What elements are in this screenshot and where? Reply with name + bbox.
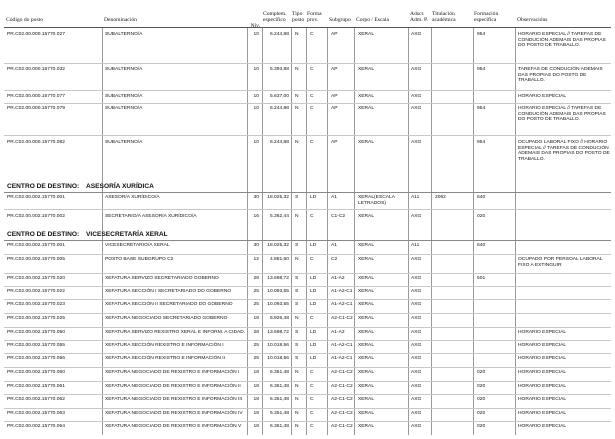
cell-formacion: 954 [477, 67, 486, 72]
cell-complemento: 13.698,72 [267, 276, 289, 281]
cell-subgrupo: A1-A2-C1 [331, 302, 353, 307]
cell-nivel: 10 [253, 106, 259, 111]
cell-subgrupo: A2-C1-C2 [331, 424, 353, 429]
cell-complemento: 5.362,44 [269, 214, 289, 219]
cell-forma: C [310, 397, 314, 402]
cell-adscricion: AXG [411, 140, 422, 145]
cell-corpo: XERAL [358, 243, 375, 248]
cell-subgrupo: AP [331, 106, 338, 111]
cell-forma: C [310, 214, 314, 219]
cell-corpo: XERAL [358, 384, 375, 389]
cell-denominacion: XEFATURA NEGOCIADO DE REXISTRO E INFORMACIÓN V [105, 424, 242, 429]
section-name: ASESORÍA XURÍDICA [86, 183, 154, 190]
cell-subgrupo: A2-C1-C2 [331, 316, 353, 321]
cell-forma: LD [310, 276, 317, 281]
cell-tipo: N [295, 106, 299, 111]
cell-forma: LD [310, 330, 317, 335]
cell-subgrupo: A1 [331, 195, 337, 200]
cell-corpo: XERAL(ESCALA LETRADOS) [358, 195, 395, 206]
header-nivel: Nív. [250, 23, 260, 29]
cell-tipo: S [295, 243, 299, 248]
cell-adscricion: AXG [411, 370, 422, 375]
row-rule [4, 286, 611, 287]
header-forma: Forma prov. [307, 11, 322, 24]
cell-subgrupo: C2 [331, 257, 338, 262]
cell-codigo: PR.C02.00.002.15770.025 [7, 316, 65, 321]
cell-adscricion: AXG [411, 411, 422, 416]
cell-corpo: XERAL [358, 356, 375, 361]
cell-forma: C [310, 384, 314, 389]
cell-forma: LD [310, 302, 317, 307]
row-rule [4, 90, 611, 91]
row-rule [4, 327, 611, 328]
cell-codigo: PR.C02.00.002.15770.055 [7, 343, 65, 348]
cell-forma: C [310, 411, 314, 416]
section-rule [4, 240, 611, 241]
row-rule [4, 421, 611, 422]
header-subgrupo: Subgrupo [329, 17, 351, 23]
cell-codigo: PR.C02.00.002.15770.001 [7, 195, 65, 200]
cell-tipo: N [295, 257, 299, 262]
cell-forma: C [310, 67, 314, 72]
section-rule [4, 192, 611, 193]
cell-forma: LD [310, 343, 317, 348]
cell-codigo: PR.C02.00.002.15770.060 [7, 370, 65, 375]
cell-corpo: XERAL [358, 302, 375, 307]
cell-observacions: HORARIO ESPECIAL // TAREFAS DE CONDUCIÓN ADEMAIS DAS PROPIAS DO POSTO DE TRABALLO. [518, 32, 606, 49]
cell-forma: C [310, 257, 314, 262]
cell-formacion: 640 [477, 243, 486, 248]
cell-adscricion: AXG [411, 67, 422, 72]
cell-formacion: 954 [477, 140, 486, 145]
cell-corpo: XERAL [358, 289, 375, 294]
cell-tipo: S [295, 330, 299, 335]
cell-adscricion: A11 [411, 195, 420, 200]
cell-nivel: 18 [253, 397, 259, 402]
cell-nivel: 12 [253, 257, 259, 262]
cell-subgrupo: A2-C1-C2 [331, 397, 353, 402]
cell-formacion: 020 [477, 370, 486, 375]
cell-observacions: HORARIO ESPECIAL [518, 356, 567, 361]
cell-tipo: N [295, 411, 299, 416]
cell-nivel: 25 [253, 343, 259, 348]
cell-observacions: OCUPADO LABORAL FIXO // HORARIO ESPECIAL // TAREFAS DE CONDUCIÓN ADEMAIS DAS PROPIAS DO POSTO DE TRABALLO. [518, 140, 610, 162]
cell-subgrupo: A2-C1-C2 [331, 411, 353, 416]
cell-tipo: N [295, 316, 299, 321]
cell-forma: LD [310, 195, 317, 200]
cell-adscricion: AXG [411, 106, 422, 111]
cell-nivel: 28 [253, 330, 259, 335]
cell-tipo: S [295, 276, 299, 281]
cell-denominacion: XEFATURA NEGOCIADO DE REXISTRO E INFORMACIÓN II [105, 384, 241, 389]
cell-subgrupo: AP [331, 140, 338, 145]
cell-complemento: 13.698,72 [267, 330, 289, 335]
cell-complemento: 5.926,48 [269, 316, 289, 321]
cell-adscricion: AXG [411, 316, 422, 321]
cell-codigo: PR.C02.00.000.15770.032 [7, 67, 65, 72]
cell-adscricion: A11 [411, 243, 420, 248]
cell-tipo: N [295, 397, 299, 402]
cell-corpo: XERAL [358, 94, 375, 99]
cell-nivel: 18 [253, 316, 259, 321]
cell-complemento: 6.351,48 [269, 397, 289, 402]
header-rule [4, 27, 611, 28]
cell-denominacion: XEFATURA SECCIÓN REXISTRO E INFORMACIÓN I [105, 343, 224, 348]
row-rule [4, 63, 611, 64]
cell-subgrupo: A1 [331, 243, 337, 248]
cell-tipo: N [295, 384, 299, 389]
cell-corpo: XERAL [358, 67, 375, 72]
cell-tipo: S [295, 343, 299, 348]
section-name: VICESECRETARÍA XERAL [86, 231, 168, 238]
row-rule [4, 254, 611, 255]
cell-codigo: PR.C02.00.000.15770.079 [7, 106, 65, 111]
cell-codigo: PR.C02.00.002.15770.064 [7, 424, 65, 429]
cell-adscricion: AXG [411, 330, 422, 335]
row-rule [4, 299, 611, 300]
cell-corpo: XERAL [358, 316, 375, 321]
cell-adscricion: AXG [411, 289, 422, 294]
header-observacions: Observacións [517, 17, 548, 23]
cell-corpo: XERAL [358, 214, 375, 219]
cell-corpo: XERAL [358, 397, 375, 402]
cell-corpo: XERAL [358, 276, 375, 281]
cell-observacions: HORARIO ESPECIAL [518, 397, 567, 402]
cell-complemento: 6.244,88 [269, 140, 289, 145]
cell-codigo: PR.C02.00.002.15770.061 [7, 384, 65, 389]
cell-tipo: N [295, 32, 299, 37]
cell-adscricion: AXG [411, 356, 422, 361]
cell-subgrupo: C1-C2 [331, 214, 346, 219]
cell-subgrupo: A1-A2-C1 [331, 343, 353, 348]
cell-complemento: 6.244,88 [269, 32, 289, 37]
cell-titulacion: 2062 [435, 195, 446, 200]
cell-codigo: PR.C02.00.002.15770.020 [7, 276, 65, 281]
cell-complemento: 6.351,48 [269, 370, 289, 375]
cell-observacions: TAREFAS DE CONDUCIÓN ADEMAIS DAS PROPIAS DO POSTO DE TRABALLO. [518, 67, 603, 84]
cell-denominacion: SUBALTERNO/A [105, 140, 143, 145]
row-rule [4, 209, 611, 210]
header-codigo: Código do posto [6, 17, 43, 23]
cell-complemento: 10.018,56 [267, 356, 289, 361]
cell-tipo: N [295, 94, 299, 99]
cell-denominacion: ASESOR/A XURÍDICO/A [105, 195, 160, 200]
section-label: CENTRO DE DESTINO: [7, 183, 80, 190]
cell-observacions: HORARIO ESPECIAL [518, 94, 567, 99]
cell-tipo: S [295, 289, 299, 294]
cell-adscricion: AXG [411, 384, 422, 389]
cell-observacions: HORARIO ESPECIAL [518, 384, 567, 389]
cell-corpo: XERAL [358, 140, 375, 145]
row-rule [4, 394, 611, 395]
cell-denominacion: SUBALTERNO/A [105, 94, 143, 99]
cell-denominacion: XEFATURA NEGOCIADO DE REXISTRO E INFORMACIÓN III [105, 397, 243, 402]
cell-formacion: 020 [477, 384, 486, 389]
cell-observacions: HORARIO ESPECIAL [518, 370, 567, 375]
cell-nivel: 10 [253, 94, 259, 99]
cell-observacions: HORARIO ESPECIAL [518, 424, 567, 429]
cell-denominacion: VICESECRETARIO/A XERAL [105, 243, 170, 248]
cell-complemento: 5.393,88 [269, 67, 289, 72]
row-rule [4, 135, 611, 136]
cell-nivel: 10 [253, 67, 259, 72]
header-adscricion: Adscr. Adm. P. [410, 11, 428, 24]
cell-denominacion: SUBALTERNO/A [105, 32, 143, 37]
cell-tipo: N [295, 67, 299, 72]
cell-adscricion: AXG [411, 94, 422, 99]
row-rule [4, 367, 611, 368]
cell-subgrupo: A2-C1-C2 [331, 384, 353, 389]
cell-forma: C [310, 424, 314, 429]
cell-codigo: PR.C02.00.000.15770.082 [7, 140, 65, 145]
cell-adscricion: AXG [411, 302, 422, 307]
cell-nivel: 18 [253, 424, 259, 429]
cell-codigo: PR.C02.00.002.15770.062 [7, 397, 65, 402]
cell-observacions: HORARIO ESPECIAL [518, 411, 567, 416]
cell-corpo: XERAL [358, 257, 375, 262]
cell-complemento: 6.244,88 [269, 106, 289, 111]
cell-subgrupo: A1-A2 [331, 330, 345, 335]
cell-adscricion: AXG [411, 424, 422, 429]
cell-nivel: 18 [253, 384, 259, 389]
cell-nivel: 18 [253, 411, 259, 416]
cell-codigo: PR.C02.00.002.15770.001 [7, 243, 65, 248]
cell-observacions: HORARIO ESPECIAL [518, 330, 567, 335]
cell-nivel: 16 [253, 214, 259, 219]
section-label: CENTRO DE DESTINO: [7, 231, 80, 238]
cell-subgrupo: A1-A2 [331, 276, 345, 281]
cell-nivel: 30 [253, 243, 259, 248]
cell-denominacion: XEFATURA NEGOCIADO DE REXISTRO E INFORMACIÓN IV [105, 411, 243, 416]
header-tipo: Tipo posto [292, 11, 305, 24]
cell-formacion: 020 [477, 397, 486, 402]
cell-observacions: HORARIO ESPECIAL // TAREFAS DE CONDUCIÓN ADEMAIS DAS PROPIAS DO POSTO DE TRABALLO. [518, 106, 606, 123]
cell-denominacion: XEFATURA SECCIÓN REXISTRO E INFORMACIÓN II [105, 356, 226, 361]
cell-denominacion: XEFATURA SERVIZO REXISTRO XERAL E INFORM. A CIDAD. [105, 330, 246, 335]
cell-denominacion: POSTO BASE SUBGRUPO C2 [105, 257, 174, 262]
cell-complemento: 10.093,55 [267, 302, 289, 307]
cell-denominacion: XEFATURA NEGOCIADO SECRETARIADO GOBERNO [105, 316, 228, 321]
row-rule [4, 381, 611, 382]
cell-forma: C [310, 106, 314, 111]
cell-forma: LD [310, 289, 317, 294]
cell-adscricion: AXG [411, 276, 422, 281]
cell-corpo: XERAL [358, 370, 375, 375]
cell-complemento: 6.351,48 [269, 424, 289, 429]
cell-nivel: 25 [253, 289, 259, 294]
cell-nivel: 28 [253, 276, 259, 281]
cell-formacion: 954 [477, 106, 486, 111]
cell-complemento: 6.351,48 [269, 384, 289, 389]
cell-formacion: 020 [477, 411, 486, 416]
cell-denominacion: SUBALTERNO/A [105, 67, 143, 72]
cell-nivel: 18 [253, 370, 259, 375]
header-formacion: Formación específica [474, 11, 499, 24]
cell-corpo: XERAL [358, 330, 375, 335]
row-rule [4, 353, 611, 354]
cell-adscricion: AXG [411, 32, 422, 37]
row-rule [4, 340, 611, 341]
cell-adscricion: AXG [411, 214, 422, 219]
cell-corpo: XERAL [358, 424, 375, 429]
header-denominacion: Denominación [104, 17, 137, 23]
row-rule [4, 313, 611, 314]
cell-observacions: OCUPADO POR PERSOAL LABORAL FIXO A EXTINGUIR [518, 257, 603, 268]
cell-forma: LD [310, 243, 317, 248]
cell-forma: C [310, 94, 314, 99]
cell-adscricion: AXG [411, 397, 422, 402]
cell-complemento: 10.093,55 [267, 289, 289, 294]
cell-corpo: XERAL [358, 343, 375, 348]
cell-tipo: N [295, 424, 299, 429]
cell-adscricion: AXG [411, 257, 422, 262]
header-corpo: Corpo / Escala [356, 17, 389, 23]
cell-forma: C [310, 316, 314, 321]
cell-subgrupo: AP [331, 94, 338, 99]
cell-complemento: 5.637,00 [269, 94, 289, 99]
cell-tipo: N [295, 370, 299, 375]
cell-codigo: PR.C02.00.002.15770.063 [7, 411, 65, 416]
cell-nivel: 25 [253, 302, 259, 307]
cell-tipo: N [295, 140, 299, 145]
cell-tipo: S [295, 302, 299, 307]
cell-tipo: N [295, 214, 299, 219]
row-rule [4, 273, 611, 274]
cell-complemento: 10.018,56 [267, 343, 289, 348]
cell-tipo: S [295, 195, 299, 200]
cell-formacion: 640 [477, 195, 486, 200]
cell-denominacion: SECRETARIO/A ASESORÍA XURÍDICO/A [105, 214, 197, 219]
cell-complemento: 18.025,32 [267, 195, 289, 200]
cell-formacion: 020 [477, 214, 486, 219]
cell-tipo: S [295, 356, 299, 361]
cell-codigo: PR.C02.00.002.15770.023 [7, 302, 65, 307]
cell-complemento: 4.881,60 [269, 257, 289, 262]
cell-codigo: PR.C02.00.002.15770.005 [7, 257, 65, 262]
cell-subgrupo: AP [331, 67, 338, 72]
cell-codigo: PR.C02.00.000.15770.027 [7, 32, 65, 37]
cell-corpo: XERAL [358, 32, 375, 37]
cell-denominacion: XEFATURA NEGOCIADO DE REXISTRO E INFORMACIÓN I [105, 370, 240, 375]
cell-forma: C [310, 32, 314, 37]
cell-observacions: HORARIO ESPECIAL [518, 343, 567, 348]
cell-subgrupo: AP [331, 32, 338, 37]
cell-forma: LD [310, 356, 317, 361]
cell-nivel: 25 [253, 356, 259, 361]
cell-denominacion: XEFATURA SECCIÓN I SECRETARIADO DO GOBERNO [105, 289, 232, 294]
cell-formacion: 954 [477, 32, 486, 37]
cell-denominacion: SUBALTERNO/A [105, 106, 143, 111]
cell-subgrupo: A1-A2-C1 [331, 289, 353, 294]
cell-nivel: 10 [253, 32, 259, 37]
header-complemento: Complem. específico [263, 11, 287, 24]
cell-forma: C [310, 140, 314, 145]
row-rule [4, 408, 611, 409]
cell-subgrupo: A2-C1-C2 [331, 370, 353, 375]
cell-codigo: PR.C02.00.002.15770.002 [7, 214, 65, 219]
cell-denominacion: XEFATURA SECCIÓN II SECRETARIADO DO GOBERNO [105, 302, 233, 307]
row-rule [4, 103, 611, 104]
header-titulacion: Titulación académica [432, 11, 456, 24]
cell-corpo: XERAL [358, 106, 375, 111]
cell-codigo: PR.C02.00.002.15770.022 [7, 289, 65, 294]
cell-formacion: 020 [477, 424, 486, 429]
cell-denominacion: XEFATURA SERVIZO SECRETARIADO GOBERNO [105, 276, 219, 281]
cell-complemento: 18.025,32 [267, 243, 289, 248]
cell-codigo: PR.C02.00.002.15770.056 [7, 356, 65, 361]
cell-formacion: 501 [477, 276, 486, 281]
cell-nivel: 30 [253, 195, 259, 200]
cell-codigo: PR.C02.00.002.15770.050 [7, 330, 65, 335]
cell-adscricion: AXG [411, 343, 422, 348]
cell-codigo: PR.C02.00.000.15770.077 [7, 94, 65, 99]
cell-nivel: 10 [253, 140, 259, 145]
cell-forma: C [310, 370, 314, 375]
cell-subgrupo: A1-A2-C1 [331, 356, 353, 361]
cell-corpo: XERAL [358, 411, 375, 416]
cell-complemento: 6.351,48 [269, 411, 289, 416]
